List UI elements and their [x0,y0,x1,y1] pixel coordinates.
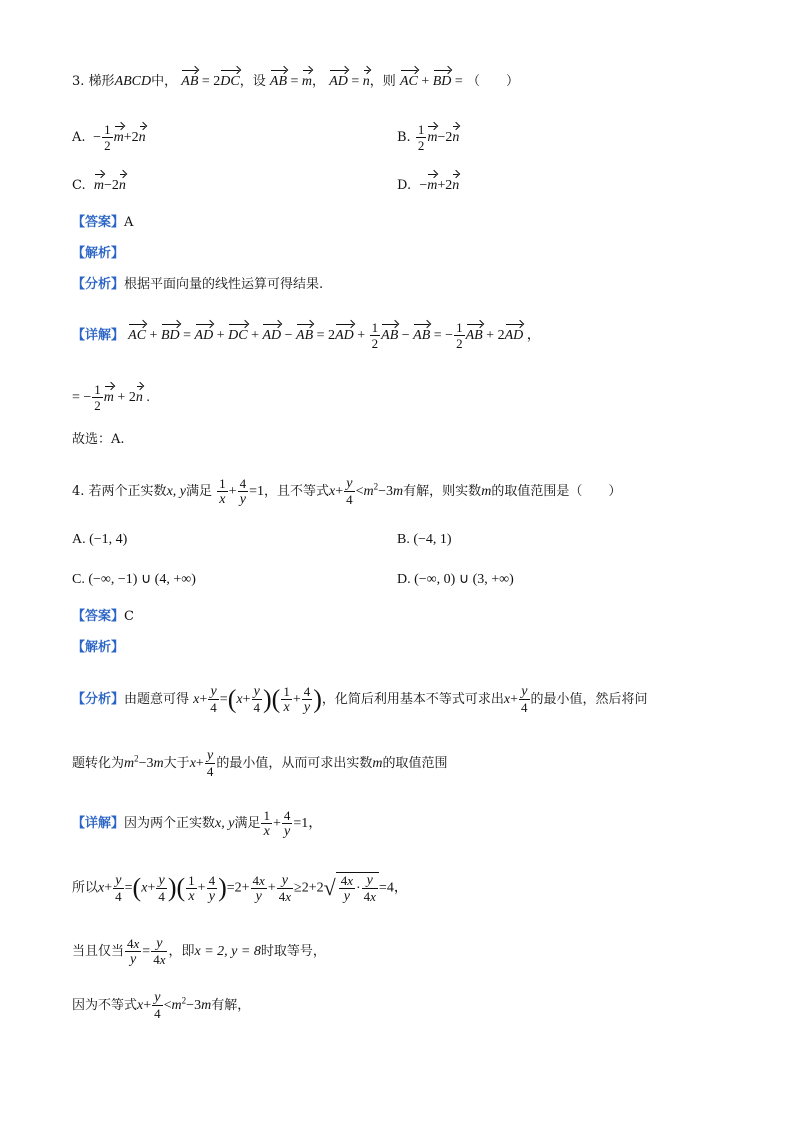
answer-value: C [124,609,134,624]
q4-detail-line4: 因为不等式x+ $\frac{y}{4}$ $<m^2-3m$有解， [72,990,251,1021]
q4-analysis [72,638,124,658]
q3-number: 3. [72,74,85,89]
answer-value: A [124,215,134,230]
option-label: D. [397,178,412,193]
q4-number: 4. [72,484,85,499]
q4-stem-d: 有解，则实数 [403,484,482,499]
q4-option-b[interactable] [397,530,452,550]
q3-fenxi [72,275,323,295]
option-text: (−4, 1) [413,532,452,547]
option-label: D. [397,572,411,587]
q3-analysis [72,244,124,264]
analysis-tag: 【解析】 [72,640,125,655]
fenxi-b: ，化简后利用基本不等式可求出 [321,692,504,707]
q4-detail-line2: 所以x+ $\frac{y}{4}$ =(x+ $\frac{y}{4}$ )( $\frac{1}{x}$ + $\frac{4}{y}$ )=2+ $\frac{4x}{y}$ + $\frac{y}{4x}$ ≥2+2√ $\frac{4x}{y}$ · $\frac{y}{4x}$ =4， [72,872,408,904]
answer-tag: 【答案】 [72,609,125,624]
q3-blank: （ ） [466,74,519,89]
fenxi-c: 的最小值，然后将问 [530,692,648,707]
fenxi-d: 题转化为 [72,756,125,771]
detail-eq-take: x = 2, y = 8 [194,944,261,959]
q4-detail-line3: 当且仅当 $\frac{4x}{y}$ = $\frac{y}{4x}$ ，即x = 2, y = 8时取等号， [72,936,326,967]
fenxi-g: 的取值范围 [382,756,448,771]
fenxi-f: 的最小值，从而可求出实数 [216,756,373,771]
q4-fenxi-line2: 题转化为$m^2-3m$大于x+ $\frac{y}{4}$ 的最小值，从而可求出实数m的取值范围 [72,748,448,779]
q3-stem-prefix: 梯形 [88,74,115,89]
q3-cond2: AB = m [270,74,312,89]
q3-sep2: ， [312,74,326,89]
fenxi-a: 由题意可得 [124,692,190,707]
option-text: (−1, 4) [89,532,128,547]
q4-stem-b: 满足 [186,484,213,499]
q3-answer [72,213,133,233]
detail-youjie: 有解， [211,998,251,1013]
option-label: B. [397,130,411,145]
q4-option-a[interactable] [72,530,127,550]
q3-cond3: AD = n [329,74,370,89]
option-text: (−∞, 0) ∪ (3, +∞) [414,572,514,587]
option-label: B. [397,532,410,547]
detail-vars: x, y [215,816,235,831]
q3-detail-line2: = − $\frac{1}{2}$ m + 2n . [72,382,150,413]
fenxi-e: 大于 [163,756,190,771]
q4-option-c[interactable] [72,570,196,590]
q4-stem-c: ，且不等式 [263,484,329,499]
q3-stem-mid: 中， [151,74,178,89]
fenxi-tag: 【分析】 [72,277,125,292]
q3-shape: ABCD [114,74,152,89]
q4-stem-a: 若两个正实数 [88,484,167,499]
detail-suoyi: 所以 [72,880,99,896]
detail-b: 满足 [234,816,261,831]
option-label: A. [72,130,86,145]
detail-shi: 时取等号， [260,944,326,959]
fenxi-tag: 【分析】 [72,692,125,707]
answer-tag: 【答案】 [72,215,125,230]
detail-a: 因为两个正实数 [124,816,216,831]
option-label: C. [72,178,86,193]
detail-ji: ，即 [168,944,195,959]
q3-ask: AC + BD = [400,74,463,89]
q3-option-d[interactable]: D. −m+2n [397,176,459,196]
option-text: (−∞, −1) ∪ (4, +∞) [88,572,196,587]
q3-option-a[interactable]: A. − $\frac{1}{2}$ m+2n [72,122,146,153]
analysis-tag: 【解析】 [72,246,125,261]
q3-conclusion: 故选：A. [72,432,125,447]
q3-sep1: ，设 [239,74,266,89]
q3-sep3: ，则 [369,74,396,89]
detail-tag: 【详解】 [72,328,125,343]
q3-option-b[interactable]: B. $\frac{1}{2}$ m−2n [397,122,460,153]
fenxi-text: 根据平面向量的线性运算可得结果. [124,277,324,292]
q4-vars: x, y [166,484,186,499]
q4-stem-e: 的取值范围是（ ） [491,484,622,499]
q4-fenxi-line1: 【分析】由题意可得 x+ $\frac{y}{4}$ =(x+ $\frac{y}{4}$ )( $\frac{1}{x}$ + $\frac{4}{y}$ )，化简后利用基本不等式可求出x+ $\frac{y}{4}$ 的最小值，然后将问 [72,684,648,715]
detail-yinwei: 因为不等式 [72,998,138,1013]
detail-dangqie: 当且仅当 [72,944,125,959]
option-label: C. [72,572,85,587]
q4-option-d[interactable] [397,570,514,590]
q3-stem [72,72,519,92]
q3-option-c[interactable]: C. m−2n [72,176,126,196]
q4-stem: 4. 若两个正实数x, y满足 $\frac{1}{x}$ + $\frac{4}{y}$ =1，且不等式x+ $\frac{y}{4}$ $<m^2-3m$有解，则实数m的取值范围是（ ） [72,476,622,507]
q4-answer [72,607,134,627]
q3-detail-line1: 【详解】 AC + BD = AD + DC + AD − AB = 2AD + $\frac{1}{2}$ AB − AB = − $\frac{1}{2}$ AB + 2AD ， [72,320,541,351]
q3-cond1: AB = 2DC [181,74,239,89]
option-label: A. [72,532,86,547]
detail-tag: 【详解】 [72,816,125,831]
q4-detail-line1: 【详解】因为两个正实数x, y满足 $\frac{1}{x}$ + $\frac{4}{y}$ =1， [72,808,323,839]
q4-var-m: m [481,484,492,499]
